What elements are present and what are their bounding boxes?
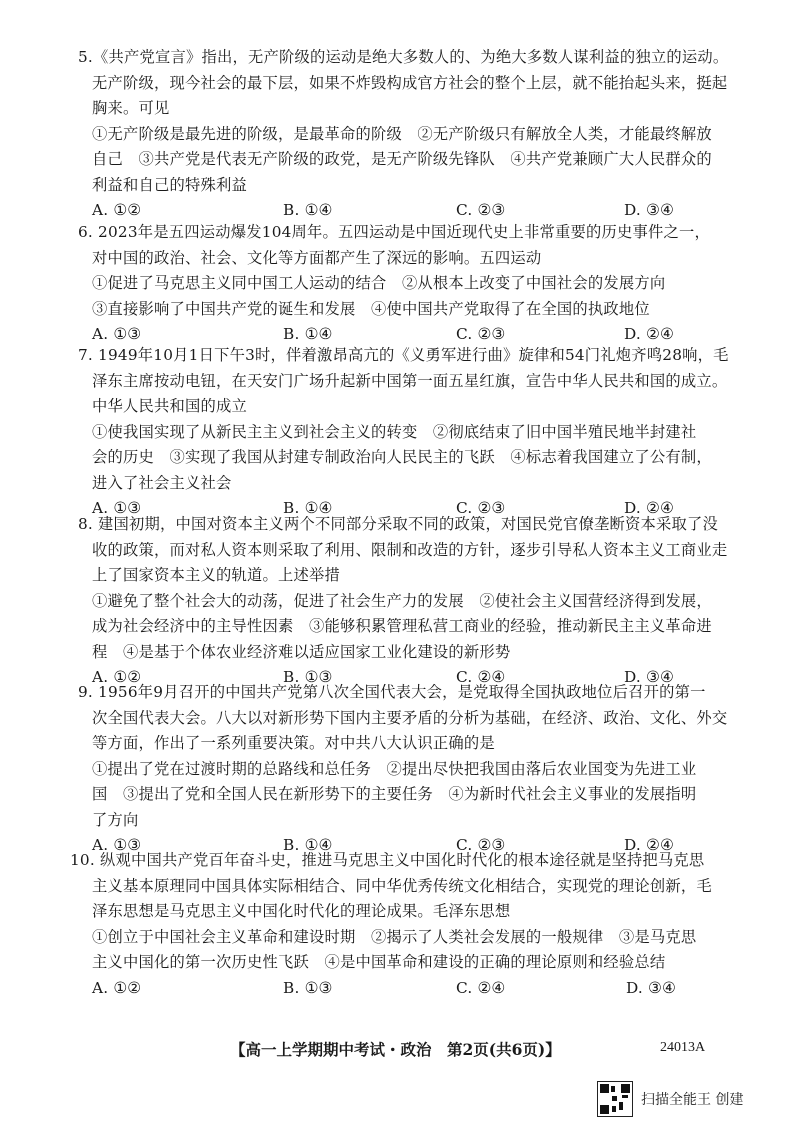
question-10 (70, 848, 730, 1001)
question-9 (78, 680, 728, 859)
question-line: 上了国家资本主义的轨道。上述举措 (92, 566, 340, 584)
option-d[interactable]: D. ③④ (624, 668, 674, 686)
option-b[interactable]: B. ①④ (283, 836, 333, 854)
statement-line: 进入了社会主义社会 (92, 473, 232, 492)
question-line: 5.《共产党宣言》指出，无产阶级的运动是绝大多数人的、为绝大多数人谋利益的独立的运动。 (78, 48, 729, 66)
answer-options (70, 976, 730, 1002)
option-d[interactable]: D. ③④ (626, 978, 676, 997)
statement-line: ①使我国实现了从新民主主义到社会主义的转变 ②彻底结束了旧中国半殖民地半封建社 (92, 422, 697, 441)
question-8 (78, 512, 728, 691)
option-c[interactable]: C. ②③ (456, 201, 506, 219)
question-line: 中华人民共和国的成立 (92, 397, 247, 415)
option-d[interactable]: D. ③④ (624, 201, 674, 219)
question-line: 胸来。可见 (92, 99, 170, 117)
option-d[interactable]: D. ②④ (624, 499, 674, 517)
option-c[interactable]: C. ②③ (456, 836, 506, 854)
option-b[interactable]: B. ①③ (283, 978, 333, 997)
option-b[interactable]: B. ①③ (283, 668, 333, 686)
option-a[interactable]: A. ①② (92, 978, 142, 997)
option-c[interactable]: C. ②④ (456, 978, 506, 997)
question-line: 对中国的政治、社会、文化等方面都产生了深远的影响。五四运动 (92, 248, 542, 267)
scanner-watermark (597, 1081, 777, 1117)
question-line: 无产阶级，现今社会的最下层，如果不炸毁构成官方社会的整个上层，就不能抬起头来，挺起 (92, 73, 728, 92)
question-line: 泽东思想是马克思主义中国化时代化的理论成果。毛泽东思想 (92, 902, 511, 920)
option-a[interactable]: A. ①③ (92, 836, 142, 854)
option-a[interactable]: A. ①③ (92, 325, 142, 343)
question-6 (78, 220, 728, 348)
question-line: 6. 2023年是五四运动爆发104周年。五四运动是中国近现代史上非常重要的历史事件之一， (78, 223, 710, 241)
statement-line: ①促进了马克思主义同中国工人运动的结合 ②从根本上改变了中国社会的发展方向 (92, 274, 666, 292)
option-a[interactable]: A. ①③ (92, 499, 142, 517)
statement-line: ①创立于中国社会主义革命和建设时期 ②揭示了人类社会发展的一般规律 ③是马克思 (92, 927, 697, 946)
question-line: 等方面，作出了一系列重要决策。对中共八大认识正确的是 (92, 734, 495, 752)
scanner-label: 扫描全能王 创建 (641, 1092, 744, 1108)
statement-line: ①避免了整个社会大的动荡，促进了社会生产力的发展 ②使社会主义国营经济得到发展， (92, 591, 712, 610)
statement-line: ①提出了党在过渡时期的总路线和总任务 ②提出尽快把我国由落后农业国变为先进工业 (92, 759, 697, 778)
question-line: 主义基本原理同中国具体实际相结合、同中华优秀传统文化相结合，实现党的理论创新，毛 (92, 876, 712, 895)
page-footer-title: 【高一上学期期中考试・政治 第2页(共6页)】 (230, 1040, 561, 1059)
question-line: 9. 1956年9月召开的中国共产党第八次全国代表大会，是党取得全国执政地位后召开的第一 (78, 683, 706, 701)
exam-code: 24013A (660, 1040, 706, 1055)
option-b[interactable]: B. ①④ (283, 325, 333, 343)
statement-line: 自己 ③共产党是代表无产阶级的政党，是无产阶级先锋队 ④共产党兼顾广大人民群众的 (92, 150, 712, 168)
question-line: 7. 1949年10月1日下午3时，伴着激昂高亢的《义勇军进行曲》旋律和54门礼炮齐鸣28响，毛 (78, 346, 729, 364)
option-a[interactable]: A. ①② (92, 668, 142, 686)
statement-line: 会的历史 ③实现了我国从封建专制政治向人民民主的飞跃 ④标志着我国建立了公有制， (92, 448, 712, 466)
statement-line: 了方向 (92, 810, 139, 829)
option-c[interactable]: C. ②③ (456, 499, 506, 517)
question-line: 次全国代表大会。八大以对新形势下国内主要矛盾的分析为基础，在经济、政治、文化、外交 (92, 708, 728, 727)
option-d[interactable]: D. ②④ (624, 325, 674, 343)
statement-line: 主义中国化的第一次历史性飞跃 ④是中国革命和建设的正确的理论原则和经验总结 (92, 953, 666, 971)
option-b[interactable]: B. ①④ (283, 201, 333, 219)
statement-line: 利益和自己的特殊利益 (92, 175, 247, 194)
option-d[interactable]: D. ②④ (624, 836, 674, 854)
option-c[interactable]: C. ②④ (456, 668, 506, 686)
qr-code-icon (597, 1081, 633, 1117)
question-line: 收的政策，而对私人资本则采取了利用、限制和改造的方针，逐步引导私人资本主义工商业走 (92, 540, 728, 559)
statement-line: 程 ④是基于个体农业经济难以适应国家工业化建设的新形势 (92, 642, 511, 661)
statement-line: 国 ③提出了党和全国人民在新形势下的主要任务 ④为新时代社会主义事业的发展指明 (92, 785, 697, 803)
option-b[interactable]: B. ①④ (283, 499, 333, 517)
statement-line: ①无产阶级是最先进的阶级，是最革命的阶级 ②无产阶级只有解放全人类，才能最终解放 (92, 124, 712, 143)
question-7 (78, 343, 728, 522)
statement-line: 成为社会经济中的主导性因素 ③能够积累管理私营工商业的经验，推动新民主主义革命进 (92, 617, 712, 635)
question-line: 泽东主席按动电钮，在天安门广场升起新中国第一面五星红旗，宣告中华人民共和国的成立。 (92, 371, 728, 390)
option-a[interactable]: A. ①② (92, 201, 142, 219)
option-c[interactable]: C. ②③ (456, 325, 506, 343)
question-line: 8. 建国初期，中国对资本主义两个不同部分采取不同的政策，对国民党官僚垄断资本采取了没 (78, 515, 718, 533)
question-line: 10. 纵观中国共产党百年奋斗史，推进马克思主义中国化时代化的根本途径就是坚持把马克思 (70, 851, 705, 869)
statement-line: ③直接影响了中国共产党的诞生和发展 ④使中国共产党取得了在全国的执政地位 (92, 299, 650, 318)
question-5 (78, 45, 728, 224)
